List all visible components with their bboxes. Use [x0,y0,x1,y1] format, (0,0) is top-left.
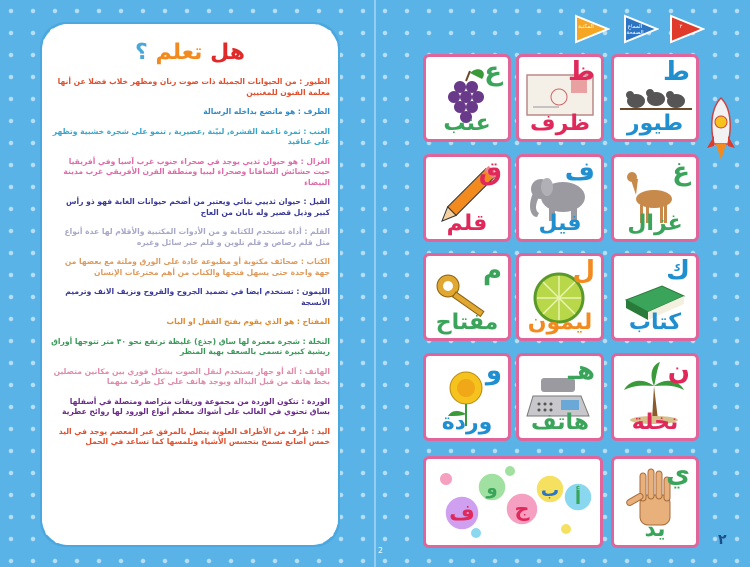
title-word-ta3lam: تعلم [155,40,203,65]
card-letter: ي [666,459,690,489]
card-letter: ن [667,356,690,386]
info-entry: النخلة : شجرة معمرة لها ساق (جذع) غليظة ترتفع نحو ٣٠ متر تتوجها أوراق ريشية كبيرة تسمى بالسعف بهية المنظر [51,336,330,356]
info-entry: الليمون : تستخدم ايضا في تضميد الجروح والقروح ونزيف الانف وترميم الأنسجة [65,287,330,307]
info-entry: العنب : ثمرة ناعمة القشرة, لبيّنة ,عصيرية , تنمو على شجرة خشبية وتظهر على عناقيد [52,126,330,146]
title-question-mark: ؟ [135,40,148,65]
card-word: قلم [446,211,488,236]
listen-page-button[interactable] [623,14,659,44]
card-letter: ق [478,157,502,187]
bubble-letter: ب [540,480,560,501]
card-word: وردة [441,410,493,435]
bubble-letter: ج [514,497,530,521]
did-you-know-panel [40,22,340,547]
bubble-letter: و [486,478,498,499]
card-letter: ط [662,57,690,87]
letter-card[interactable] [516,353,604,441]
letter-card[interactable] [516,154,604,242]
info-entry: القلم : أداة تستخدم للكتابة و من الأدوات المكتبية والأقلام لها عدة أنواع مثل قلم رصاص و قلم تلوين و قلم حبر سائل وغيره [64,227,330,247]
letter-card[interactable] [516,54,604,142]
page-button[interactable] [669,14,705,44]
card-word: نخلة [631,410,679,435]
title-word-hal: هل [210,40,245,65]
decor-ball [561,524,571,534]
letter-card[interactable] [423,253,511,341]
listen-page-button-label: المماع الصفحة [626,24,644,36]
letter-card[interactable] [611,456,699,548]
info-entry: الهاتف : آلة أو جهاز يستخدم لنقل الصوت بشكل فوري بين مكانين متصلين بخط هاتف من قبل البدالة ويوجد هاتف على كل طرف منهما [53,366,330,386]
info-entry: الكتاب : صحائف مكتوبة أو مطبوعة عادة على الورق وملتة مع بعضها من جهة واحدة حتى يسهل فتحها والكتاب من أهم مخترعات الإنسان [64,257,330,277]
info-entry: الطيور : من الحيوانات الجميلة ذات صوت رنان ومظهر خلاب فضلا عن أنها معلمة الفنون للمغنيين [57,77,330,97]
letter-bubbles [426,459,600,545]
card-letter: ف [564,157,595,187]
card-letter: غ [672,157,690,187]
letter-card[interactable] [423,353,511,441]
card-letter: ل [572,256,595,286]
card-word: يد [644,517,666,542]
right-page-number: ٢ [718,532,727,548]
entries-list [50,77,330,448]
letter-card[interactable] [611,353,699,441]
letter-bubble [445,496,479,530]
card-word: طيور [626,111,684,136]
rocket-icon[interactable] [704,96,738,166]
card-letter: م [482,256,502,286]
letter-card[interactable] [611,54,699,142]
left-page-number: 2 [378,546,384,555]
card-letter: ع [484,57,502,87]
info-entry: الظرف : هو ماتضع بداخله الرسالة [203,107,330,116]
letter-card[interactable] [516,253,604,341]
card-word: غزال [627,211,683,236]
card-letter: ك [666,256,690,286]
letter-card[interactable] [611,154,699,242]
letters-bubbles-card[interactable] [423,456,603,548]
letter-card[interactable] [423,54,511,142]
card-letter: هـ [568,356,595,386]
card-word: مفتاح [435,310,499,335]
card-word: هاتف [531,410,589,435]
card-word: كتاب [628,310,682,335]
panel-title [50,40,330,65]
card-word: فيل [538,211,582,236]
info-entry: اليد : طرف من الأطراف العلوية يتصل بالمرفق عبر المعصم يوجد في اليد خمس أصابع تسمح بتحسس الأشياء وتلمسها كما تساعد في الحمل [58,426,330,446]
page-fold [374,0,376,567]
card-letter: و [485,356,502,386]
decor-ball [471,528,481,538]
letter-card[interactable] [611,253,699,341]
panel-content [46,30,334,539]
info-entry: المفتاح : هو الذي يقوم بفتح القفل او الباب [166,317,330,326]
letter-card[interactable] [423,154,511,242]
decor-ball [440,473,452,485]
card-word: عنب [443,111,491,136]
card-word: ليمون [527,310,593,335]
bubble-letter: أ [574,488,582,509]
letter-bubble [564,483,592,511]
library-button-label: المكتبة [578,24,594,30]
bubble-letter: ف [449,500,475,526]
letter-bubble [536,475,564,503]
letter-bubble [506,493,538,525]
page-button-label: ٢ [679,24,683,30]
info-entry: الفيل : حيوان ثدييي نباتي ويعتبر من أضخم حيوانات الغابة فهو ذو رأس كبير وذيل قصير وله نابان من العاج [65,197,330,217]
decor-ball [505,466,515,476]
info-entry: الغزال : هو حيوان ثديي يوجد في صحراء جنوب غرب آسيا وفي أفريقيا حيث حشائش السافانا وصحراء ليبيا ومنطقة القرن الأفريقي غرب مدينة البيضاء [63,156,330,187]
info-entry: الوردة : تتكون الوردة من مجموعة وريقات متراصة ومتصلة في أسفلها بساق تحتوي في الغالب على أشواك معظم أنواع الورود لها روائح عطرية [62,396,330,416]
library-button[interactable] [574,14,610,44]
card-word: ظرف [530,111,590,136]
letter-bubble [478,473,506,501]
card-letter: ظ [567,57,595,87]
